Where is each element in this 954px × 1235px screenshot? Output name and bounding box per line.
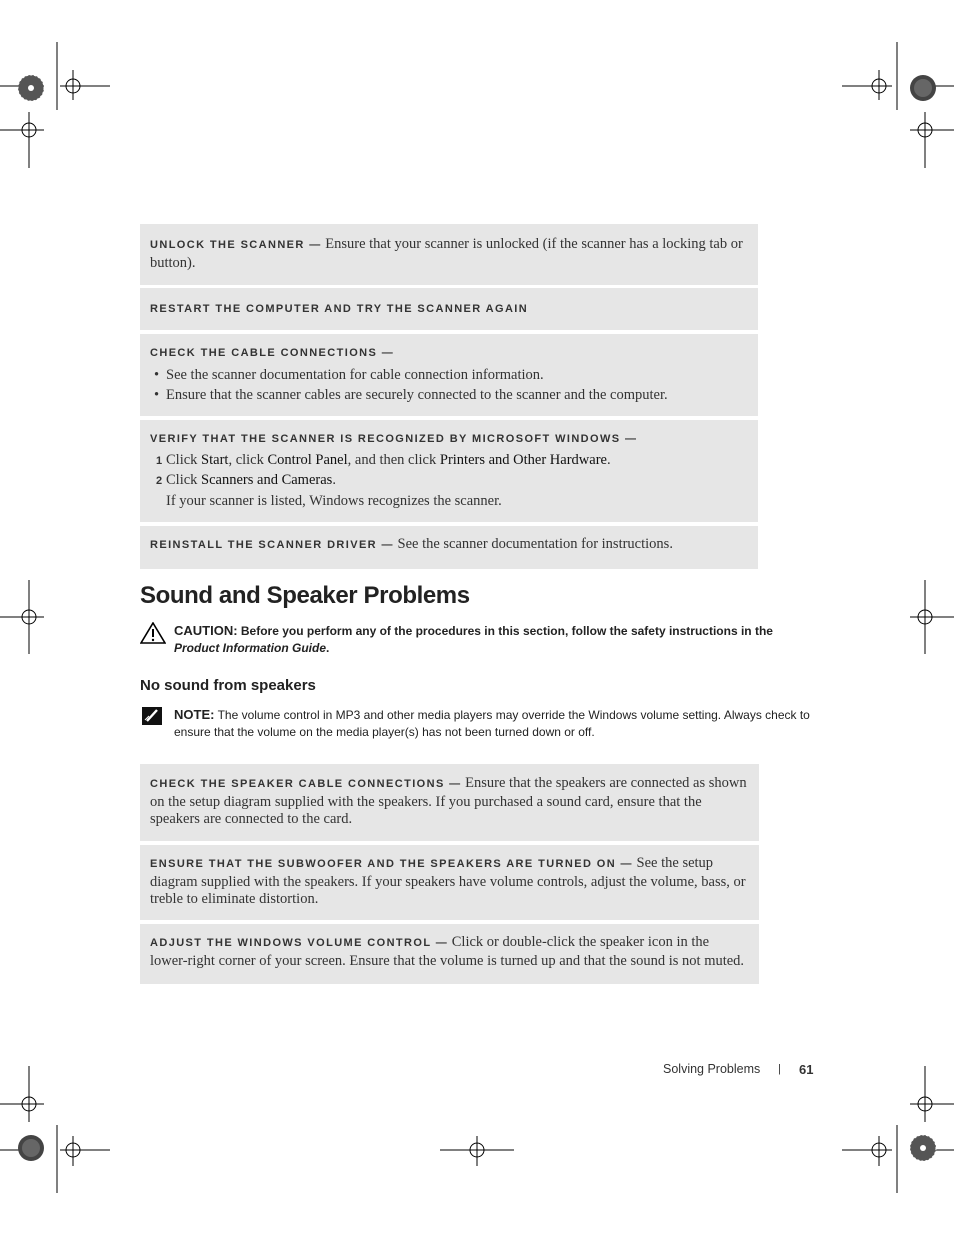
verify-scanner-box xyxy=(140,420,758,522)
unlock-scanner-box xyxy=(140,224,758,285)
note-pencil-icon xyxy=(140,706,164,726)
registration-crosshair-icon xyxy=(842,70,892,100)
registration-star-icon xyxy=(910,1135,936,1161)
box-title: RESTART THE COMPUTER AND TRY THE SCANNER AGAIN xyxy=(150,303,529,315)
page-number: 61 xyxy=(799,1062,814,1077)
registration-crosshair-icon xyxy=(910,580,954,654)
warning-triangle-icon xyxy=(140,622,166,644)
step-text: Click xyxy=(166,472,202,488)
box-title: ADJUST THE WINDOWS VOLUME CONTROL — xyxy=(150,937,449,949)
list-item: • Ensure that the scanner cables are securely connected to the scanner and the computer. xyxy=(150,387,748,405)
scanners-cameras-ref: Scanners and Cameras xyxy=(201,472,333,488)
registration-crosshair-icon xyxy=(910,1066,954,1122)
registration-crosshair-icon xyxy=(0,580,44,654)
registration-crosshair-icon xyxy=(60,70,110,100)
control-panel-ref: Control Panel xyxy=(267,451,348,468)
box-text: See the setup diagram supplied with the speakers. If your speakers have volume controls, adjust the volume, bass, or treble to eliminate distortion. xyxy=(150,855,746,907)
caution-label: CAUTION: xyxy=(174,623,238,638)
step-note: If your scanner is listed, Windows recognizes the scanner. xyxy=(166,492,502,509)
section-heading: Sound and Speaker Problems xyxy=(140,582,470,609)
volume-control-box xyxy=(140,924,759,984)
step-text: , and then click xyxy=(347,451,440,468)
note-notice xyxy=(140,706,820,741)
check-cable-box xyxy=(140,334,758,416)
subwoofer-box xyxy=(140,845,759,920)
box-title: CHECK THE CABLE CONNECTIONS — xyxy=(150,347,395,359)
registration-star-icon xyxy=(18,75,44,101)
registration-crosshair-icon xyxy=(0,112,44,168)
box-text: Ensure that your scanner is unlocked (if the scanner has a locking tab or button). xyxy=(150,236,743,271)
registration-crosshair-icon xyxy=(60,1136,110,1166)
footer-separator: | xyxy=(778,1063,781,1075)
footer-section: Solving Problems xyxy=(663,1062,761,1076)
box-title: CHECK THE SPEAKER CABLE CONNECTIONS — xyxy=(150,778,462,790)
reinstall-driver-box xyxy=(140,526,758,569)
caution-text: Before you perform any of the procedures in this section, follow the safety instructions in the xyxy=(240,624,773,638)
registration-star-icon xyxy=(910,75,936,101)
box-text: Ensure that the speakers are connected as shown on the setup diagram supplied with the speakers. If you purchased a sound card, ensure that the speakers are connected to the card. xyxy=(150,775,747,827)
step-text: , click xyxy=(228,451,268,468)
note-text: The volume control in MP3 and other media players may override the Windows volume setting. Always check to ensure that the volume on the media player(s) has not been turned down or off. xyxy=(174,708,810,739)
note-label: NOTE: xyxy=(174,707,215,722)
box-text: Click or double-click the speaker icon in the lower-right corner of your screen. Ensure that the volume is turned up and that the sound is not muted. xyxy=(150,934,745,969)
step-text: . xyxy=(606,451,611,468)
step-2 xyxy=(150,472,748,490)
start-menu-ref: Start xyxy=(201,451,229,468)
box-title: UNLOCK THE SCANNER — xyxy=(150,239,322,251)
caution-end: . xyxy=(326,641,330,655)
printers-hardware-ref: Printers and Other Hardware xyxy=(439,451,607,468)
box-title: REINSTALL THE SCANNER DRIVER — xyxy=(150,539,394,551)
list-item: • See the scanner documentation for cable connection information. xyxy=(150,367,748,385)
caution-notice xyxy=(140,622,820,657)
product-guide-ref: Product Information Guide xyxy=(174,641,326,655)
step-text: . xyxy=(332,472,336,488)
step-number: 2 xyxy=(156,475,163,487)
restart-computer-box xyxy=(140,288,758,330)
box-title: ENSURE THAT THE SUBWOOFER AND THE SPEAKERS ARE TURNED ON — xyxy=(150,858,633,870)
box-title: VERIFY THAT THE SCANNER IS RECOGNIZED BY MICROSOFT WINDOWS — xyxy=(150,433,638,445)
speaker-cable-box xyxy=(140,764,759,841)
registration-crosshair-icon xyxy=(0,1066,44,1122)
subsection-heading: No sound from speakers xyxy=(140,677,316,694)
registration-crosshair-icon xyxy=(842,1136,892,1166)
box-text: See the scanner documentation for instructions. xyxy=(397,536,673,552)
step-number: 1 xyxy=(156,454,163,467)
bullet-list xyxy=(150,367,748,405)
step-text: Click xyxy=(166,451,202,468)
registration-crosshair-icon xyxy=(910,112,954,168)
step-1 xyxy=(150,452,748,470)
registration-crosshair-icon xyxy=(440,1136,514,1166)
registration-star-icon xyxy=(18,1135,44,1161)
